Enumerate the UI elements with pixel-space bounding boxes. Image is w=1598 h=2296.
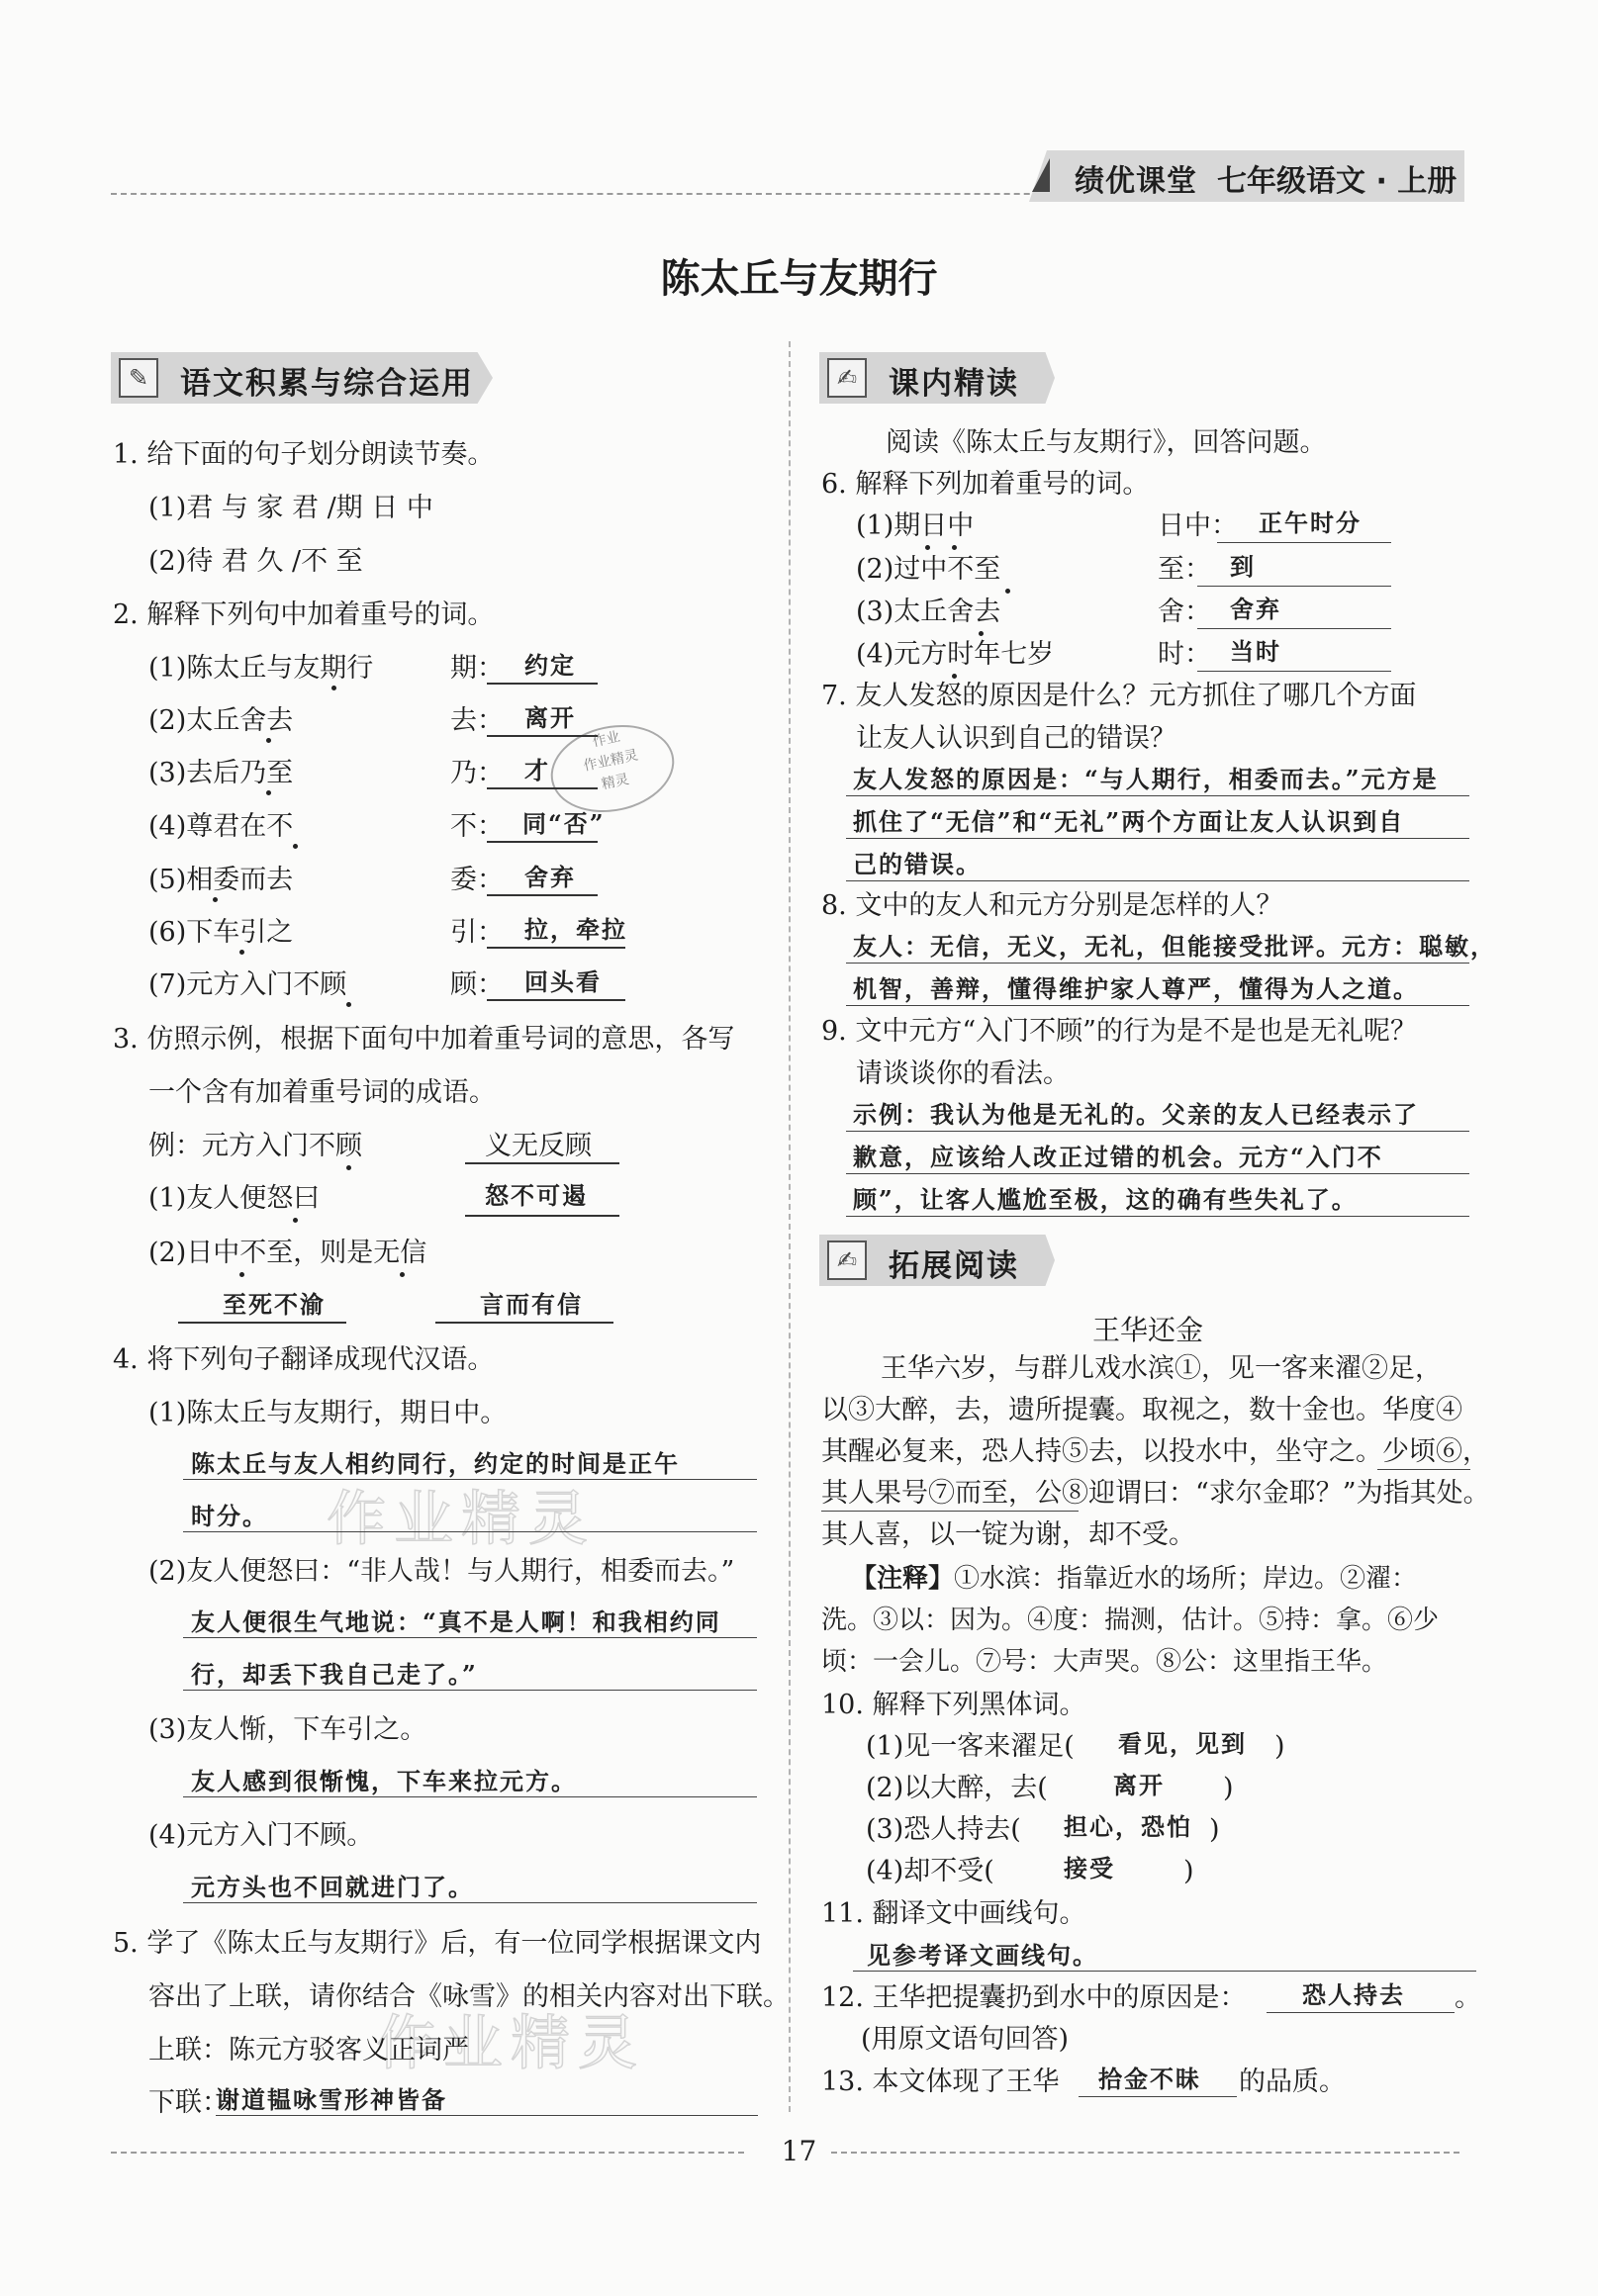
- q3-line-2b: [435, 1322, 613, 1324]
- watermark-2: 作业精灵: [376, 2009, 645, 2078]
- q3-stem-2: 一个含有加着重号词的成语。: [148, 1077, 496, 1108]
- q9-line-2: 请谈谈你的看法。: [856, 1058, 1070, 1089]
- emphasis-dot: [239, 950, 244, 955]
- q2-line-2: [487, 735, 598, 737]
- header-subtitle: 七年级语文 · 上册: [1217, 164, 1457, 199]
- q5-answer: 谢道韫咏雪形神皆备: [216, 2085, 447, 2114]
- emphasis-dot: [400, 1272, 405, 1277]
- section-header-right-1: [819, 352, 1055, 404]
- q2-line-6: [487, 947, 625, 949]
- q9-line-b: [846, 1173, 1469, 1174]
- stamp-bottom: 精灵: [600, 771, 631, 793]
- header-brand: 绩优课堂: [1075, 164, 1197, 199]
- q8-answer-2: 机智，善辩，懂得维护家人尊严，懂得为人之道。: [853, 974, 1419, 1003]
- q9-answer-3: 顾”，让客人尴尬至极，这的确有些失礼了。: [853, 1185, 1358, 1214]
- q13-answer: 拾金不昧: [1098, 2065, 1201, 2093]
- q2-line-1: [487, 683, 598, 685]
- q3-item-1: (1)友人便怒曰: [148, 1183, 321, 1214]
- q7-answer-1: 友人发怒的原因是：“与人期行，相委而去。”元方是: [853, 765, 1439, 793]
- q5-line-3: 上联：陈元方驳客义正词严: [148, 2035, 469, 2066]
- q2-sentence-6: (6)下车引之: [148, 917, 294, 948]
- q1-item-2: (2)待 君 久 /不 至: [148, 546, 363, 577]
- emphasis-dot: [346, 1002, 351, 1007]
- emphasis-dot: [293, 844, 298, 849]
- q3-stem-1: 3. 仿照示例，根据下面句中加着重号词的意思，各写: [113, 1024, 735, 1055]
- q12-answer: 恐人持去: [1302, 1980, 1405, 2009]
- q8-answer-1: 友人：无信，无义，无礼，但能接受批评。元方：聪敏，: [853, 932, 1496, 961]
- q10-answer-2: 离开: [1113, 1771, 1165, 1799]
- q4-line-2a: [183, 1637, 757, 1638]
- q6-line-3: [1197, 628, 1391, 629]
- q1-item-1: (1)君 与 家 君 /期 日 中: [148, 493, 433, 523]
- q2-word-7: 顾：: [450, 969, 504, 1000]
- q11-stem: 11. 翻译文中画线句。: [821, 1898, 1086, 1929]
- q3-example-answer: 义无反顾: [485, 1131, 592, 1161]
- emphasis-dot: [346, 1165, 351, 1170]
- reading-para-2: 以③大醉，去，遗所提囊。取视之，数十金也。华度④: [821, 1395, 1462, 1425]
- q2-stem: 2. 解释下列句中加着重号的词。: [113, 599, 495, 630]
- q12-line: [1267, 2012, 1455, 2013]
- watermark-1: 作业精灵: [327, 1485, 596, 1554]
- q6-answer-3: 舍弃: [1230, 595, 1281, 623]
- q10-answer-3: 担心，恐怕: [1064, 1812, 1192, 1841]
- q7-line-c: [846, 880, 1469, 881]
- emphasis-dot: [925, 545, 930, 550]
- q9-line-c: [846, 1216, 1469, 1217]
- q3-line-2a: [178, 1322, 346, 1324]
- q2-sentence-4: (4)尊君在不: [148, 811, 294, 842]
- reading-para-3: 其醒必复来，恐人持⑤去，以投水中，坐守之。少顷⑥，: [821, 1436, 1489, 1467]
- q4-item-1: (1)陈太丘与友期行，期日中。: [148, 1398, 508, 1428]
- q3-answer-1: 怒不可遏: [485, 1181, 588, 1210]
- reading-underline-1: [1377, 1469, 1470, 1470]
- book-pencil-icon: ✍: [827, 358, 867, 398]
- q9-line-1: 9. 文中元方“入门不顾”的行为是不是也是无礼呢？: [821, 1016, 1417, 1047]
- q4-answer-4: 元方头也不回就进门了。: [191, 1873, 474, 1901]
- q9-line-a: [846, 1131, 1469, 1132]
- q12-stem: 12. 王华把提囊扔到水中的原因是：: [821, 1982, 1247, 2013]
- emphasis-dot: [952, 545, 957, 550]
- section-header-right-2: [819, 1235, 1055, 1286]
- q7-answer-2: 抓住了“无信”和“无礼”两个方面让友人认识到自: [853, 807, 1405, 836]
- q6-word-3: 舍：: [1158, 597, 1211, 627]
- q12-end: 。: [1455, 1982, 1481, 2013]
- q6-answer-2: 到: [1230, 552, 1256, 581]
- q2-line-3: [487, 787, 598, 789]
- q2-line-5: [487, 894, 598, 896]
- q4-answer-1-line2: 时分。: [191, 1502, 268, 1530]
- q2-answer-2: 离开: [524, 703, 576, 732]
- q4-item-4: (4)元方入门不顾。: [148, 1820, 374, 1851]
- emphasis-dot: [213, 897, 218, 902]
- q10-item-3: (3)恐人持去(: [866, 1814, 1021, 1845]
- q2-answer-6: 拉，牵拉: [524, 915, 627, 944]
- q4-line-1a: [183, 1479, 757, 1480]
- footer-line-right: [831, 2152, 1459, 2154]
- q4-answer-3: 友人感到很惭愧，下车来拉元方。: [191, 1767, 577, 1795]
- q7-line-b: [846, 838, 1469, 839]
- q6-stem: 6. 解释下列加着重号的词。: [821, 469, 1150, 500]
- q11-line: [853, 1971, 1476, 1972]
- q4-line-4: [183, 1902, 757, 1903]
- q1-stem: 1. 给下面的句子划分朗读节奏。: [113, 439, 495, 470]
- q3-example: 例：元方入门不顾: [148, 1131, 362, 1161]
- book-pencil-icon: ✍: [827, 1240, 867, 1280]
- q2-answer-7: 回头看: [524, 967, 602, 996]
- q4-answer-2-line2: 行，却丢下我自己走了。”: [191, 1660, 478, 1689]
- q5-line: [216, 2115, 758, 2116]
- pencil-note-icon: ✎: [119, 358, 158, 398]
- q9-answer-1: 示例：我认为他是无礼的。父亲的友人已经表示了: [853, 1100, 1419, 1129]
- q2-answer-1: 约定: [524, 651, 576, 680]
- q6-line-2: [1197, 586, 1391, 587]
- q2-sentence-1: (1)陈太丘与友期行: [148, 653, 374, 684]
- q6-line-1: [1217, 542, 1391, 543]
- reading-notes-1: [851, 1561, 1417, 1597]
- q10-close-1: ): [1274, 1731, 1285, 1762]
- q8-line-b: [846, 1005, 1469, 1006]
- q2-word-3: 乃：: [450, 758, 504, 788]
- q10-answer-4: 接受: [1064, 1854, 1115, 1883]
- q2-answer-5: 舍弃: [524, 863, 576, 891]
- q12-sub: (用原文语句回答): [861, 2024, 1070, 2055]
- q6-line-4: [1197, 671, 1391, 672]
- q7-line-a: [846, 795, 1469, 796]
- q2-answer-4: 同“否”: [522, 809, 606, 838]
- reading-intro: 阅读《陈太丘与友期行》，回答问题。: [886, 427, 1327, 458]
- q4-item-2: (2)友人便怒曰：“非人哉！与人期行，相委而去。”: [148, 1556, 735, 1587]
- page-title: 陈太丘与友期行: [660, 255, 938, 302]
- q2-sentence-7: (7)元方入门不顾: [148, 969, 347, 1000]
- notes-label: 【注释】: [851, 1564, 955, 1594]
- q7-answer-3: 己的错误。: [853, 850, 982, 878]
- q2-line-7: [487, 999, 625, 1001]
- emphasis-dot: [266, 790, 271, 795]
- q5-line-2: 容出了上联，请你结合《咏雪》的相关内容对出下联。: [148, 1981, 790, 2012]
- q3-answer-2b: 言而有信: [480, 1290, 583, 1319]
- q2-line-4: [487, 841, 598, 843]
- reading-notes-3: 顷：一会儿。⑦号：大声哭。⑧公：这里指王华。: [821, 1647, 1388, 1677]
- reading-para-5: 其人喜，以一锭为谢，却不受。: [821, 1519, 1195, 1550]
- q6-word-4: 时：: [1158, 639, 1211, 670]
- q2-sentence-2: (2)太丘舍去: [148, 705, 294, 736]
- q13-post: 的品质。: [1239, 2066, 1346, 2097]
- q6-sentence-2: (2)过中不至: [856, 554, 1001, 585]
- q2-word-6: 引：: [450, 917, 504, 948]
- reading-notes-2: 洗。③以：因为。④度：揣测，估计。⑤持：拿。⑥少: [821, 1606, 1440, 1635]
- q6-sentence-4: (4)元方时年七岁: [856, 639, 1055, 670]
- emphasis-dot: [1005, 589, 1010, 594]
- q6-sentence-3: (3)太丘舍去: [856, 597, 1001, 627]
- column-divider: [789, 341, 791, 2112]
- q10-item-4: (4)却不受(: [866, 1856, 994, 1886]
- q4-answer-1-line1: 陈太丘与友人相约同行，约定的时间是正午: [191, 1449, 680, 1478]
- q2-sentence-3: (3)去后乃至: [148, 758, 294, 788]
- q6-word-1: 日中：: [1158, 510, 1238, 541]
- q3-line-1: [465, 1215, 619, 1217]
- emphasis-dot: [239, 1272, 244, 1277]
- q8-line-1: 8. 文中的友人和元方分别是怎样的人？: [821, 890, 1283, 921]
- q2-word-4: 不：: [450, 811, 504, 842]
- q11-answer: 见参考译文画线句。: [867, 1941, 1098, 1970]
- q4-stem: 4. 将下列句子翻译成现代汉语。: [113, 1344, 495, 1375]
- q4-line-3: [183, 1796, 757, 1797]
- q5-line-4: 下联：: [148, 2087, 229, 2118]
- emphasis-dot: [979, 631, 984, 636]
- q10-answer-1: 看见，见到: [1118, 1729, 1247, 1758]
- reading-underline-2: [821, 1511, 1079, 1512]
- q3-answer-2a: 至死不渝: [223, 1290, 326, 1319]
- q2-answer-3: 才: [524, 756, 550, 784]
- section-title-left: 语文积累与综合运用: [180, 366, 474, 402]
- emphasis-dot: [331, 686, 336, 690]
- emphasis-dot: [293, 1218, 298, 1223]
- emphasis-dot: [266, 738, 271, 743]
- stamp-mid: 作业精灵: [582, 747, 640, 775]
- q4-line-2b: [183, 1690, 757, 1691]
- q10-close-2: ): [1223, 1773, 1234, 1803]
- q2-word-2: 去：: [450, 705, 504, 736]
- q4-answer-2-line1: 友人便很生气地说：“真不是人啊！和我相约同: [191, 1607, 721, 1636]
- q3-item-2: (2)日中不至，则是无信: [148, 1238, 427, 1268]
- q5-line-1: 5. 学了《陈太丘与友期行》后，有一位同学根据课文内: [113, 1928, 762, 1959]
- stamp-top: 作业: [591, 728, 622, 751]
- q4-line-1b: [183, 1531, 757, 1532]
- q13-pre: 13. 本文体现了王华: [821, 2066, 1060, 2097]
- section-title-right-2: 拓展阅读: [889, 1248, 1019, 1284]
- q9-answer-2: 歉意，应该给人改正过错的机会。元方“入门不: [853, 1143, 1383, 1171]
- q10-stem: 10. 解释下列黑体词。: [821, 1690, 1086, 1720]
- notes-text-1: ①水滨：指靠近水的场所；岸边。②濯：: [954, 1564, 1418, 1594]
- section-title-right-1: 课内精读: [889, 366, 1019, 402]
- reading-para-4: 其人果号⑦而至，公⑧迎谓曰：“求尔金耶？”为指其处。: [821, 1478, 1490, 1509]
- header-triangle-icon: [1032, 158, 1050, 192]
- reading-title: 王华还金: [1091, 1314, 1203, 1346]
- q6-answer-4: 当时: [1230, 637, 1281, 666]
- q6-word-2: 至：: [1158, 554, 1211, 585]
- q10-item-2: (2)以大醉，去(: [866, 1773, 1048, 1803]
- q13-line: [1079, 2096, 1237, 2097]
- q8-line-a: [846, 963, 1469, 964]
- reading-para-1: 王华六岁，与群儿戏水滨①，见一客来濯②足，: [881, 1353, 1442, 1384]
- q10-close-3: ): [1209, 1814, 1220, 1845]
- q7-line-1: 7. 友人发怒的原因是什么？元方抓住了哪几个方面: [821, 681, 1417, 711]
- q2-word-5: 委：: [450, 865, 504, 895]
- q10-close-4: ): [1183, 1856, 1194, 1886]
- page-number: 17: [781, 2135, 817, 2167]
- q4-item-3: (3)友人惭，下车引之。: [148, 1714, 427, 1745]
- q6-sentence-1: (1)期日中: [856, 510, 975, 541]
- q2-word-1: 期：: [450, 653, 504, 684]
- q7-line-2: 让友人认识到自己的错误？: [856, 723, 1176, 754]
- section-header-left: [111, 352, 493, 404]
- q10-item-1: (1)见一客来濯足(: [866, 1731, 1075, 1762]
- q6-answer-1: 正午时分: [1259, 508, 1362, 537]
- q2-sentence-5: (5)相委而去: [148, 865, 294, 895]
